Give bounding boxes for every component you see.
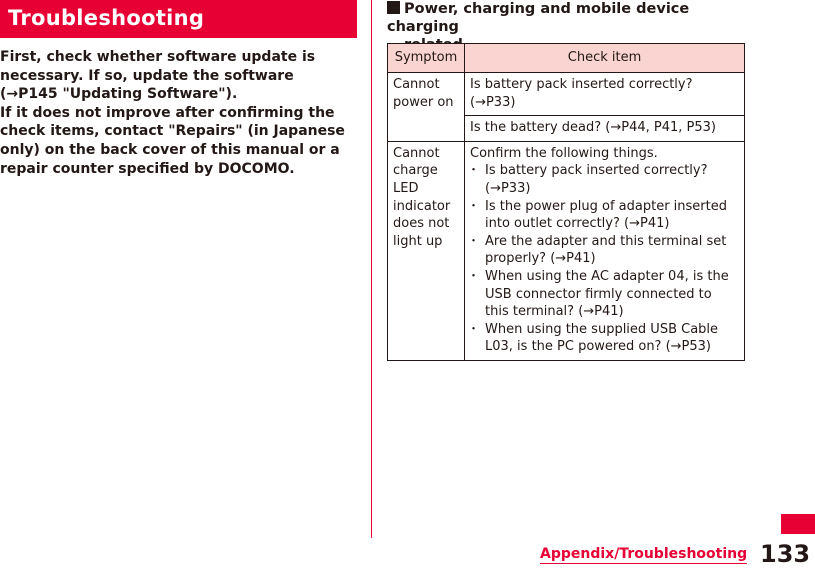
square-bullet-icon [387, 1, 400, 14]
check-cell: Is the battery dead? (→P44, P41, P53) [465, 116, 745, 142]
intro-paragraph-1: First, check whether software update is necessary. If so, update the software (→P145 "Updating Software"). [0, 49, 316, 103]
intro-text [0, 48, 350, 178]
list-item: ・ When using the supplied USB Cable L03, is the PC powered on? (→P53) [470, 321, 739, 356]
check-lead: Confirm the following things. [470, 145, 658, 161]
check-cell: Is battery pack inserted correctly? (→P33) [465, 73, 745, 116]
column-divider [371, 0, 372, 538]
check-cell [465, 141, 745, 360]
section-heading-line-1: Power, charging and mobile device charging [387, 1, 690, 35]
header-check-item: Check item [465, 44, 745, 73]
symptom-cell: Cannot power on [388, 73, 465, 142]
symptom-cell: Cannot charge LED indicator does not light up [388, 141, 465, 360]
list-item: ・ Is the power plug of adapter inserted into outlet correctly? (→P41) [470, 198, 739, 233]
table-header-row [388, 44, 745, 73]
check-list [470, 162, 739, 356]
table-row [388, 141, 745, 360]
list-item: ・ Are the adapter and this terminal set properly? (→P41) [470, 233, 739, 268]
table-row [388, 73, 745, 116]
list-item: ・ When using the AC adapter 04, is the USB connector firmly connected to this terminal? (→P41) [470, 268, 739, 321]
troubleshooting-table [387, 43, 745, 361]
chapter-tab-marker [781, 514, 815, 534]
page-title: Troubleshooting [0, 0, 357, 38]
list-item: ・ Is battery pack inserted correctly? (→P33) [470, 162, 739, 197]
intro-paragraph-2: If it does not improve after confirming the check items, contact "Repairs" (in Japanese only) on the back cover of this manual or a repair counter specified by DOCOMO. [0, 104, 345, 177]
page-number: 133 [760, 540, 811, 568]
header-symptom: Symptom [388, 44, 465, 73]
footer-section-label: Appendix/Troubleshooting [540, 546, 748, 562]
